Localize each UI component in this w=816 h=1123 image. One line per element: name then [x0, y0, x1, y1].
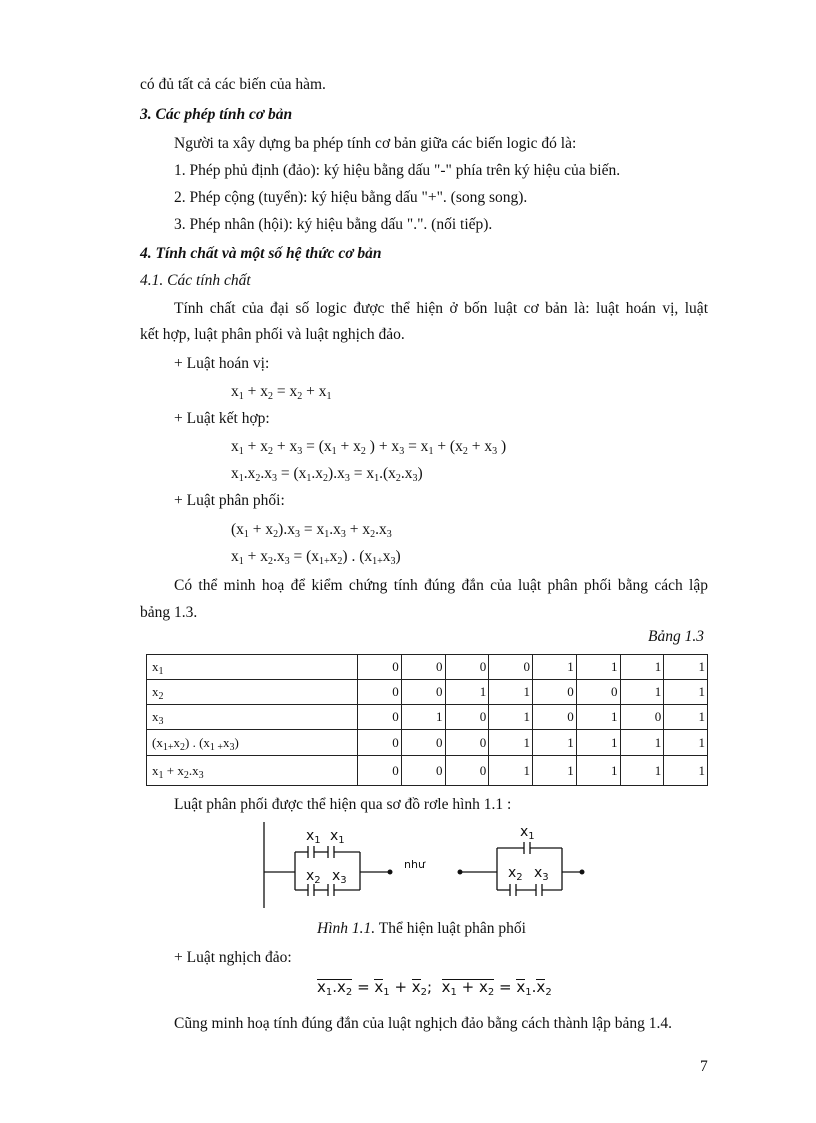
- props-para-line1: Tính chất của đại số logic được thể hiện ở bốn luật cơ bản là: luật hoán vị, luật: [174, 300, 708, 317]
- table-cell: 1: [576, 730, 620, 756]
- table-cell: 0: [489, 655, 533, 680]
- label-x1-a: $x_1$: [306, 828, 321, 846]
- table-cell: 1: [576, 705, 620, 730]
- row-label: $x_2$: [147, 680, 358, 705]
- table-cell: 0: [358, 680, 402, 705]
- row-label: $(x_{1+}x_2)$ . $(x_{1 +}x_3)$: [147, 730, 358, 756]
- table-cell: 1: [620, 730, 664, 756]
- relay-diagram: [262, 818, 592, 910]
- table-row: [147, 756, 708, 786]
- table-cell: 0: [445, 655, 489, 680]
- table-cell: 1: [533, 655, 577, 680]
- table-cell: 0: [401, 655, 445, 680]
- table-cell: 0: [533, 680, 577, 705]
- table-cell: 0: [576, 680, 620, 705]
- relay-nhu-label: như: [404, 858, 425, 871]
- table-cell: 1: [664, 756, 708, 786]
- table-cell: 0: [358, 756, 402, 786]
- figure-label: Hình 1.1.: [317, 920, 376, 937]
- basic-ops-intro: Người ta xây dựng ba phép tính cơ bản giữa các biến logic đó là:: [174, 135, 577, 152]
- table-cell: 0: [401, 730, 445, 756]
- table-cell: 0: [358, 705, 402, 730]
- relay-intro: Luật phân phối được thể hiện qua sơ đồ rơle hình 1.1 :: [174, 796, 512, 813]
- terminal-dot: [388, 870, 393, 875]
- figure-caption: [317, 920, 526, 938]
- table-cell: 1: [620, 680, 664, 705]
- formula-de-morgan: $x_1.x_2 = x_1 + x_2$; $x_1 + x_2 = x_1.x_2$: [317, 978, 552, 998]
- op-negation: 1. Phép phủ định (đảo): ký hiệu bằng dấu "-" phía trên ký hiệu của biến.: [174, 162, 621, 179]
- table-cell: 1: [533, 756, 577, 786]
- table-cell: 1: [664, 655, 708, 680]
- table-cell: 1: [401, 705, 445, 730]
- intro-tail: có đủ tất cả các biến của hàm.: [140, 76, 326, 93]
- row-label: $x_3$: [147, 705, 358, 730]
- formula-commutative: $x_1 + x_2 = x_2 + x_1$: [231, 383, 332, 402]
- formula-distributive-2: $x_1 + x_2.x_3 = (x_{1+}x_2)$ . $(x_{1+}x_3)$: [231, 548, 401, 567]
- table-cell: 1: [576, 655, 620, 680]
- table-cell: 0: [358, 655, 402, 680]
- table-cell: 1: [664, 680, 708, 705]
- law-associative-label: + Luật kết hợp:: [174, 410, 270, 427]
- table-cell: 1: [533, 730, 577, 756]
- terminal-dot: [458, 870, 463, 875]
- label-x2: $x_2$: [306, 868, 321, 886]
- table-cell: 1: [620, 756, 664, 786]
- verify-para-line1: Có thể minh hoạ để kiểm chứng tính đúng đắn của luật phân phối bằng cách lập: [174, 577, 708, 594]
- label-x3-right: $x_3$: [534, 865, 549, 883]
- table-cell: 1: [489, 756, 533, 786]
- label-x1-right: $x_1$: [520, 824, 535, 842]
- table-row: [147, 730, 708, 756]
- table-cell: 1: [620, 655, 664, 680]
- law-commutative-label: + Luật hoán vị:: [174, 355, 270, 372]
- heading-basic-operations: 3. Các phép tính cơ bản: [140, 106, 293, 123]
- truth-table-1-3: [146, 654, 708, 786]
- law-inverse-label: + Luật nghịch đảo:: [174, 949, 292, 966]
- table-cell: 0: [445, 730, 489, 756]
- table-cell: 0: [533, 705, 577, 730]
- verify-para-line2: bảng 1.3.: [140, 604, 198, 621]
- op-multiplication: 3. Phép nhân (hội): ký hiệu bằng dấu ".". (nối tiếp).: [174, 216, 493, 233]
- table-cell: 1: [664, 705, 708, 730]
- law-distributive-label: + Luật phân phối:: [174, 492, 285, 509]
- heading-properties: 4. Tính chất và một số hệ thức cơ bản: [140, 245, 382, 262]
- props-para-line2: kết hợp, luật phân phối và luật nghịch đảo.: [140, 326, 405, 343]
- table-cell: 0: [445, 756, 489, 786]
- terminal-dot: [580, 870, 585, 875]
- op-addition: 2. Phép cộng (tuyển): ký hiệu bằng dấu "+". (song song).: [174, 189, 528, 206]
- inverse-para: Cũng minh hoạ tính đúng đắn của luật nghịch đảo bằng cách thành lập bảng 1.4.: [174, 1015, 673, 1032]
- row-label: $x_1$: [147, 655, 358, 680]
- table-row: [147, 680, 708, 705]
- heading-4-1: 4.1. Các tính chất: [140, 272, 251, 289]
- figure-text: Thể hiện luật phân phối: [375, 920, 526, 937]
- table-caption: Bảng 1.3: [648, 628, 704, 645]
- table-cell: 1: [576, 756, 620, 786]
- label-x3: $x_3$: [332, 868, 347, 886]
- table-cell: 0: [401, 756, 445, 786]
- table-cell: 1: [445, 680, 489, 705]
- table-cell: 0: [358, 730, 402, 756]
- table-cell: 0: [620, 705, 664, 730]
- row-label: $x_1 + x_2.x_3$: [147, 756, 358, 786]
- table-cell: 1: [664, 730, 708, 756]
- formula-associative-product: $x_1.x_2.x_3 = (x_1.x_2).x_3 = x_1.(x_2.x_3)$: [231, 465, 423, 484]
- table-cell: 1: [489, 730, 533, 756]
- label-x1-b: $x_1$: [330, 828, 345, 846]
- page-number: 7: [700, 1058, 708, 1075]
- table-cell: 1: [489, 705, 533, 730]
- formula-associative-sum: $x_1 + x_2 + x_3 = (x_1 + x_2$ ) + $x_3 = x_1 + (x_2 + x_3$ ): [231, 438, 507, 457]
- table-cell: 1: [489, 680, 533, 705]
- label-x2-right: $x_2$: [508, 865, 523, 883]
- table-row: [147, 705, 708, 730]
- table-row: [147, 655, 708, 680]
- formula-distributive-1: $(x_1 + x_2).x_3 = x_1.x_3 + x_2.x_3$: [231, 521, 392, 540]
- table-cell: 0: [401, 680, 445, 705]
- table-cell: 0: [445, 705, 489, 730]
